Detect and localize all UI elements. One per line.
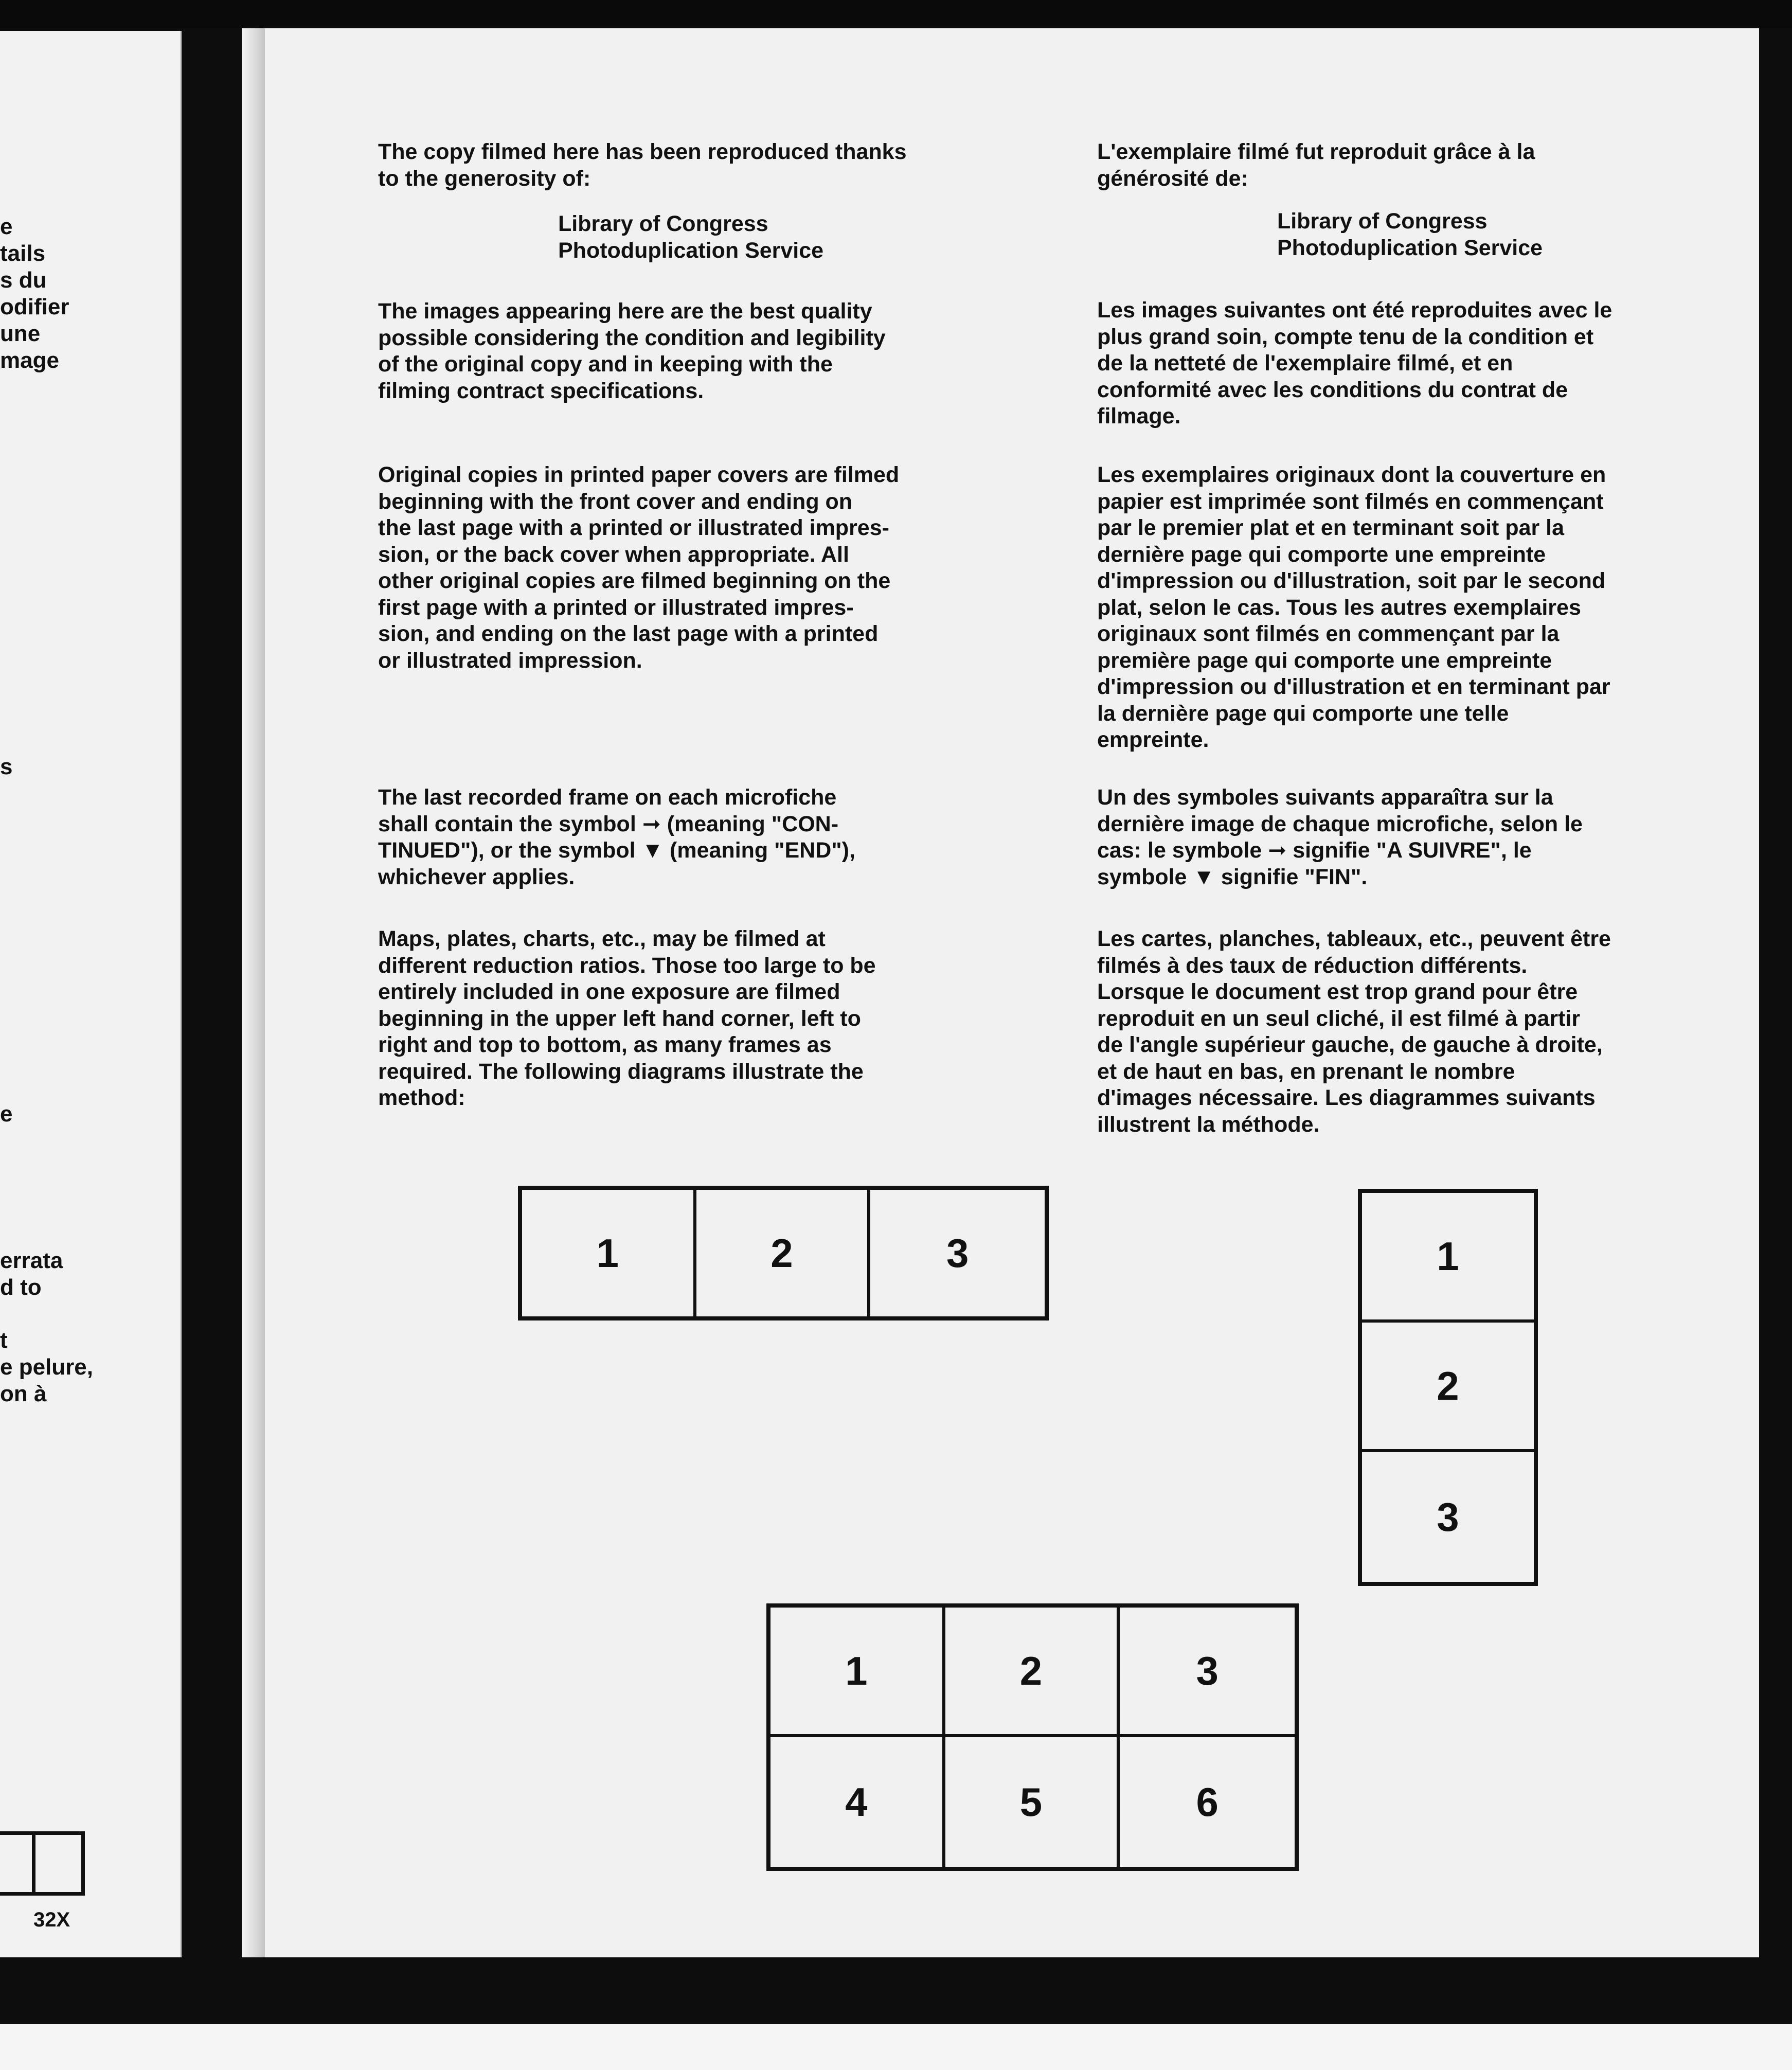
end-symbol-text-fr: Un des symboles suivants apparaîtra sur la dernière image de chaque microfiche, selon le cas: le symbole ➞ signifie "A SUIVRE", le symbole ▼ signifie "FIN". [1097, 785, 1583, 889]
adjacent-page-text: mage [0, 348, 59, 373]
reduction-ratio-label: 32X [33, 1908, 70, 1931]
adjacent-page [0, 31, 182, 1957]
frame-cell: 4 [770, 1737, 945, 1867]
adjacent-page-text: on à [0, 1381, 47, 1406]
reduction-method-text-fr: Les cartes, planches, tableaux, etc., peuvent être filmés à des taux de réduction différents. Lorsque le document est trop grand pour être reproduit en un seul cliché, il est filmé à partir de l'angle supérieur gauche, de gauche à droite, et de haut en bas, en prenant le nombre d'images nécessaire. Les diagrammes suivants illustrent la méthode. [1097, 926, 1611, 1137]
adjacent-page-text: t [0, 1328, 8, 1353]
frame-cell: 1 [522, 1190, 696, 1316]
adjacent-page-text: s [0, 754, 13, 779]
frame-cell: 5 [945, 1737, 1120, 1867]
diagram-vertical-frames [1358, 1189, 1538, 1586]
filming-order-text-fr: Les exemplaires originaux dont la couverture en papier est imprimée sont filmés en commençant par le premier plat et en terminant soit par la dernière page qui comporte une empreinte d'impression ou d'illustration, soit par le second plat, selon le cas. Tous les autres exemplaires originaux sont filmés en commençant par la première page qui comporte une empreinte d'impression ou d'illustration et en terminant par la dernière page qui comporte une telle empreinte. [1097, 462, 1610, 752]
end-symbol-text: The last recorded frame on each microfiche shall contain the symbol ➞ (meaning "CON- TINUED"), or the symbol ▼ (meaning "END"), whichever applies. [378, 785, 855, 889]
institution-name: Library of Congress Photoduplication Service [558, 211, 824, 263]
frame-cell: 6 [1196, 1779, 1218, 1825]
frame-cell: 1 [770, 1608, 945, 1737]
adjacent-page-text: e [0, 1101, 13, 1127]
adjacent-page-text: e [0, 214, 13, 239]
adjacent-page-text: tails [0, 241, 46, 266]
frame-cell: 2 [1362, 1323, 1534, 1452]
adjacent-page-text: une [0, 321, 41, 346]
institution-name-fr: Library of Congress Photoduplication Service [1277, 209, 1543, 260]
reduction-ratio-box [0, 1831, 85, 1896]
filming-order-text: Original copies in printed paper covers are filmed beginning with the front cover and ending on the last page with a printed or illustrated impres- sion, or the back cover when appropriate. All other original copies are filmed beginning on the first page with a printed or illustrated impres- sion, and ending on the last page with a printed or illustrated impression. [378, 462, 900, 673]
frame-cell: 1 [1362, 1193, 1534, 1323]
reduction-ratio-box-divider [32, 1835, 35, 1892]
image-quality-text-fr: Les images suivantes ont été reproduites avec le plus grand soin, compte tenu de la condition et de la netteté de l'exemplaire filmé, et en conformité avec les conditions du contrat de filmage. [1097, 298, 1612, 429]
acknowledgement-text-fr: L'exemplaire filmé fut reproduit grâce à la générosité de: [1097, 139, 1535, 191]
acknowledgement-text: The copy filmed here has been reproduced thanks to the generosity of: [378, 139, 907, 191]
diagram-horizontal-frames [518, 1186, 1049, 1320]
frame-cell: 3 [1437, 1494, 1459, 1540]
image-quality-text: The images appearing here are the best quality possible considering the condition and legibility of the original copy and in keeping with the filming contract specifications. [378, 299, 886, 403]
adjacent-page-text: odifier [0, 294, 69, 319]
scan-bottom-strip [0, 2024, 1792, 2070]
frame-cell: 3 [946, 1230, 969, 1276]
adjacent-page-text: d to [0, 1275, 42, 1300]
diagram-grid-frames [766, 1603, 1299, 1871]
adjacent-page-text: s du [0, 267, 47, 293]
adjacent-page-text: e pelure, [0, 1354, 93, 1380]
adjacent-page-text: errata [0, 1248, 63, 1273]
frame-cell: 2 [696, 1190, 871, 1316]
scan-top-border [0, 0, 1792, 28]
reduction-method-text: Maps, plates, charts, etc., may be filmed at different reduction ratios. Those too large to be entirely included in one exposure are filmed beginning in the upper left hand corner, left to right and top to bottom, as many frames as required. The following diagrams illustrate the method: [378, 926, 876, 1110]
frame-cell: 2 [945, 1608, 1120, 1737]
frame-cell: 3 [1120, 1608, 1295, 1737]
